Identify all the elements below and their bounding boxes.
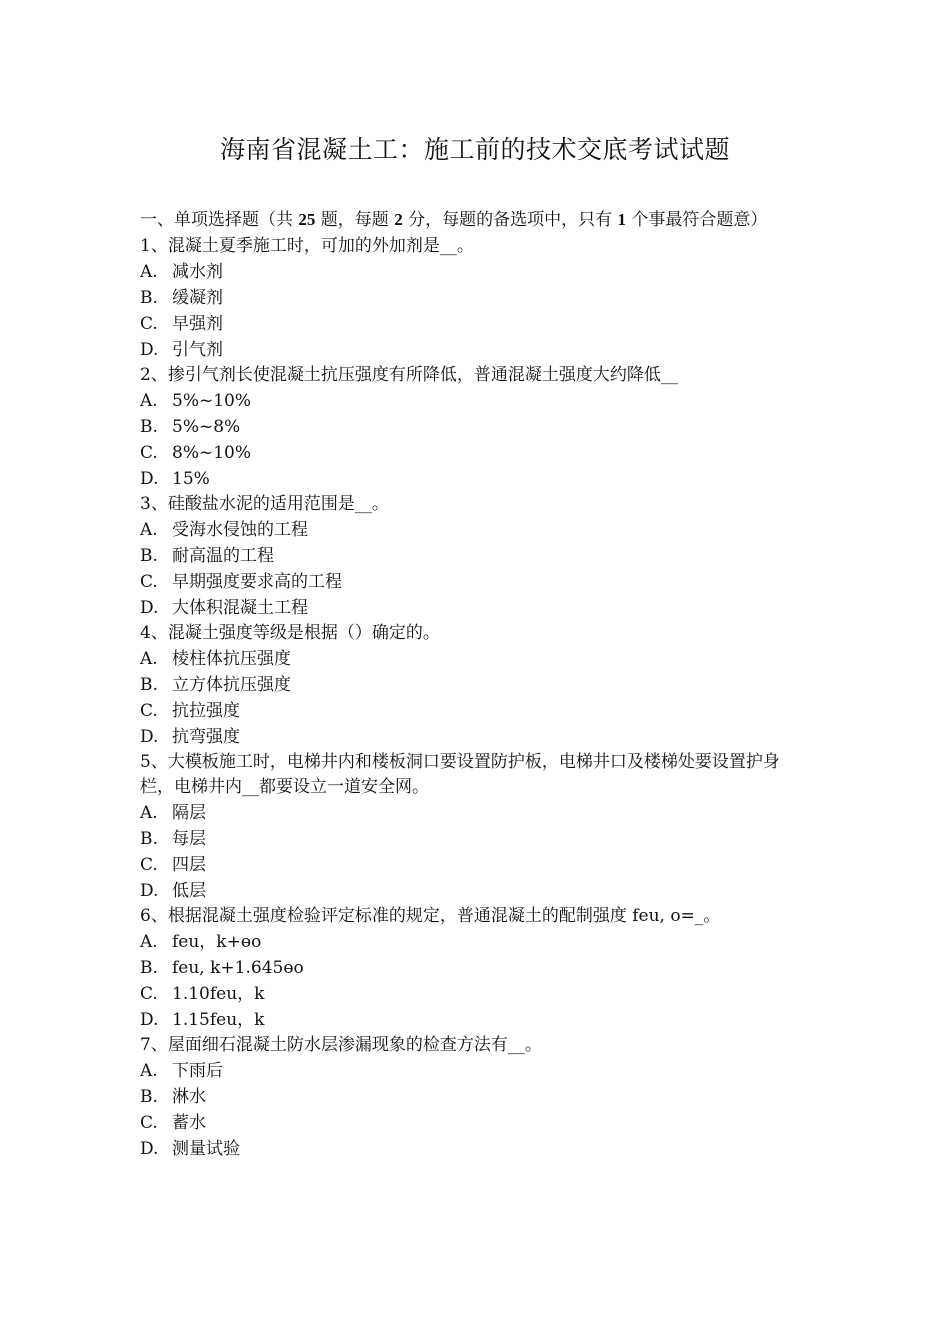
option-text: feu，k+ɵo bbox=[172, 932, 262, 952]
option-letter: D. bbox=[140, 469, 159, 489]
option-letter: C. bbox=[140, 443, 158, 463]
section-heading-suffix: 个事最符合题意） bbox=[626, 210, 768, 230]
answer-option bbox=[140, 929, 810, 955]
option-text: 蓄水 bbox=[172, 1113, 206, 1133]
section-heading-text: 分，每题的备选项中，只有 bbox=[402, 210, 618, 230]
question-count: 25 bbox=[298, 210, 316, 229]
option-letter: B. bbox=[140, 675, 158, 695]
answer-option bbox=[140, 1007, 810, 1033]
option-text: 隔层 bbox=[172, 803, 206, 823]
option-text: 早强剂 bbox=[172, 314, 223, 334]
option-text: 1.15feu，k bbox=[172, 1010, 265, 1030]
option-letter: B. bbox=[140, 288, 158, 308]
answer-option bbox=[140, 517, 810, 543]
option-text: 测量试验 bbox=[172, 1139, 240, 1159]
question-text: 3、硅酸盐水泥的适用范围是__。 bbox=[140, 494, 389, 514]
option-letter: A. bbox=[140, 932, 158, 952]
answer-option bbox=[140, 698, 810, 724]
answer-option bbox=[140, 466, 810, 492]
section-heading-text: 题，每题 bbox=[315, 210, 395, 230]
answer-option bbox=[140, 955, 810, 981]
answer-option bbox=[140, 852, 810, 878]
answer-option bbox=[140, 1084, 810, 1110]
option-text: 减水剂 bbox=[172, 262, 223, 282]
option-text: 低层 bbox=[172, 881, 206, 901]
option-letter: D. bbox=[140, 727, 159, 747]
option-letter: B. bbox=[140, 546, 158, 566]
option-text: 引气剂 bbox=[172, 340, 223, 360]
option-letter: C. bbox=[140, 572, 158, 592]
option-text: feu, k+1.645ɵo bbox=[172, 958, 304, 978]
option-text: 每层 bbox=[172, 829, 206, 849]
correct-count: 1 bbox=[617, 210, 627, 229]
answer-option bbox=[140, 826, 810, 852]
question-text: 1、混凝土夏季施工时，可加的外加剂是__。 bbox=[140, 236, 474, 256]
option-letter: D. bbox=[140, 1139, 159, 1159]
exam-content bbox=[140, 208, 810, 1162]
answer-option bbox=[140, 878, 810, 904]
answer-option bbox=[140, 285, 810, 311]
option-text: 8%~10% bbox=[172, 443, 251, 463]
option-text: 抗拉强度 bbox=[172, 701, 240, 721]
question-text: 7、屋面细石混凝土防水层渗漏现象的检查方法有__。 bbox=[140, 1035, 542, 1055]
answer-option bbox=[140, 672, 810, 698]
option-text: 淋水 bbox=[172, 1087, 206, 1107]
answer-option bbox=[140, 388, 810, 414]
option-letter: A. bbox=[140, 520, 158, 540]
answer-option bbox=[140, 646, 810, 672]
answer-option bbox=[140, 311, 810, 337]
option-letter: B. bbox=[140, 958, 158, 978]
option-letter: A. bbox=[140, 1061, 158, 1081]
option-letter: D. bbox=[140, 598, 159, 618]
option-letter: C. bbox=[140, 701, 158, 721]
option-letter: C. bbox=[140, 1113, 158, 1133]
answer-option bbox=[140, 337, 810, 363]
option-text: 受海水侵蚀的工程 bbox=[172, 520, 308, 540]
answer-option bbox=[140, 595, 810, 621]
question-text: 4、混凝土强度等级是根据（）确定的。 bbox=[140, 623, 440, 643]
option-text: 5%~10% bbox=[172, 391, 251, 411]
option-letter: D. bbox=[140, 1010, 159, 1030]
option-letter: A. bbox=[140, 262, 158, 282]
option-text: 5%~8% bbox=[172, 417, 241, 437]
answer-option bbox=[140, 259, 810, 285]
option-letter: B. bbox=[140, 829, 158, 849]
option-letter: A. bbox=[140, 391, 158, 411]
question-text: 6、根据混凝土强度检验评定标准的规定，普通混凝土的配制强度 feu, o=_。 bbox=[140, 906, 721, 926]
answer-option bbox=[140, 543, 810, 569]
answer-option bbox=[140, 569, 810, 595]
answer-option bbox=[140, 440, 810, 466]
option-letter: D. bbox=[140, 881, 159, 901]
option-text: 早期强度要求高的工程 bbox=[172, 572, 342, 592]
section-heading bbox=[140, 208, 810, 232]
option-letter: A. bbox=[140, 803, 158, 823]
option-text: 1.10feu，k bbox=[172, 984, 265, 1004]
option-letter: C. bbox=[140, 314, 158, 334]
answer-option bbox=[140, 1058, 810, 1084]
option-text: 下雨后 bbox=[172, 1061, 223, 1081]
answer-option bbox=[140, 1136, 810, 1162]
option-letter: C. bbox=[140, 855, 158, 875]
question-text: 5、大模板施工时，电梯井内和楼板洞口要设置防护板，电梯井口及楼梯处要设置护身栏，电梯井内__都要设立一道安全网。 bbox=[140, 752, 780, 797]
question-list bbox=[140, 234, 810, 1162]
question-text: 2、掺引气剂长使混凝土抗压强度有所降低，普通混凝土强度大约降低__ bbox=[140, 365, 678, 385]
option-letter: B. bbox=[140, 1087, 158, 1107]
option-letter: D. bbox=[140, 340, 159, 360]
section-heading-prefix: 一、单项选择题（共 bbox=[140, 210, 299, 230]
option-letter: A. bbox=[140, 649, 158, 669]
option-letter: C. bbox=[140, 984, 158, 1004]
option-text: 大体积混凝土工程 bbox=[172, 598, 308, 618]
points-per-question: 2 bbox=[394, 210, 403, 229]
option-text: 耐高温的工程 bbox=[172, 546, 274, 566]
option-text: 棱柱体抗压强度 bbox=[172, 649, 291, 669]
option-letter: B. bbox=[140, 417, 158, 437]
option-text: 抗弯强度 bbox=[172, 727, 240, 747]
option-text: 立方体抗压强度 bbox=[172, 675, 291, 695]
page-title: 海南省混凝土工：施工前的技术交底考试试题 bbox=[219, 135, 730, 164]
answer-option bbox=[140, 1110, 810, 1136]
answer-option bbox=[140, 724, 810, 750]
option-text: 缓凝剂 bbox=[172, 288, 223, 308]
answer-option bbox=[140, 800, 810, 826]
option-text: 四层 bbox=[172, 855, 206, 875]
answer-option bbox=[140, 981, 810, 1007]
answer-option bbox=[140, 414, 810, 440]
option-text: 15% bbox=[172, 469, 210, 489]
